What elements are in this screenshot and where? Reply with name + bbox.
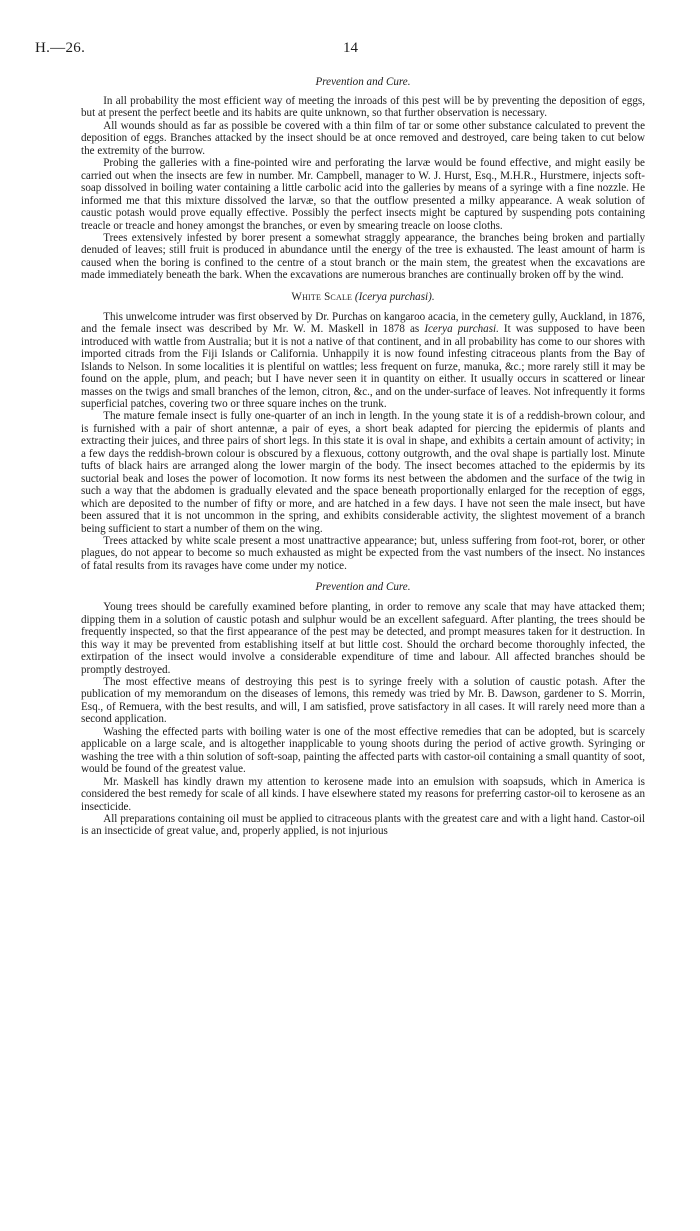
text-run: It was supposed to have been introduced with wattle from Australia; but it is not a native of that continent, and in all probability has come to our shores with imported citrads from the Fiji Islands or California. Unhappily it is now found infesting citraceous plants from the Bay of Islands to Nelson. In some localities it is plentiful on wattles; less frequent on furze, manuka, &c.; more rarely still it may be found on the apple, plum, and peach; but I have never seen it in quantity on either. It usually occurs in scattered or linear masses on the twigs and small branches of the lemon, citron, &c., and on the under-surface of leaves. Not infrequently it forms superficial patches, covering two or three square inches on the trunk. — [81, 323, 645, 410]
section-heading-prevention-and-cure: Prevention and Cure. — [315, 581, 411, 594]
paragraph — [81, 311, 645, 411]
paragraph: All wounds should as far as possible be covered with a thin film of tar or some other substance calculated to prevent the deposition of eggs. Branches attacked by the insect should be at once removed and destroyed, care being taken to cut below the extremity of the burrow. — [81, 119, 645, 157]
heading-common-name: White Scale — [291, 290, 353, 303]
scientific-name: Icerya purchasi. — [424, 323, 499, 336]
paragraph: Trees extensively infested by borer present a somewhat straggly appearance, the branches being broken and partially denuded of leaves; still fruit is produced in abundance until the energy of the tree is exhausted. The least amount of harm is caused when the boring is confined to the centre of a stout branch or the main stem, the greatest when the excavations are made immediately beneath the bark. When the excavations are numerous branches are continually broken off by the wind. — [81, 231, 645, 282]
body-text — [81, 75, 645, 838]
paragraph: All preparations containing oil must be applied to citraceous plants with the greatest care and with a light hand. Castor-oil is an insecticide of great value, and, properly applied, is not injurious — [81, 813, 645, 838]
section-heading-prevention-and-cure: Prevention and Cure. — [315, 76, 411, 88]
document-reference: H.—26. — [35, 40, 86, 56]
heading-scientific-name: (Icerya purchasi). — [354, 290, 435, 303]
paragraph: Washing the effected parts with boiling water is one of the most effective remedies that can be adopted, but is scarcely applicable on a large scale, and is altogether inapplicable to young shoots during the period of active growth. Syringing or washing the tree with a thin solution of soft-soap, painting the affected parts with castor-oil containing a small quantity of soot, would be found of the greatest value. — [81, 725, 645, 776]
paragraph: In all probability the most efficient way of meeting the inroads of this pest will be by preventing the deposition of eggs, but at present the perfect beetle and its habits are quite unknown, so that further observation is necessary. — [81, 95, 645, 120]
section-heading-white-scale — [81, 290, 645, 304]
text-run: This unwelcome intruder was first observed by Dr. Purchas on kangaroo acacia, in the cemetery gully, Auckland, in 1876, and the female insect was described by Mr. W. M. Maskell in 1878 as — [81, 310, 645, 336]
paragraph: Probing the galleries with a fine-pointed wire and perforating the larvæ would be found effective, and might easily be carried out when the insects are few in number. Mr. Campbell, manager to W. J. Hurst, Esq., M.H.R., Hurstmere, injects soft-soap dissolved in boiling water containing a little carbolic acid into the galleries by means of a syringe with a fine nozzle. He informed me that this mixture dissolved the larvæ, so that the outflow presented a milky appearance. A weak solution of caustic potash would prove equally effective. Possibly the perfect insects might be captured by suspending pots containing treacle or treacle and honey amongst the branches, or even by smearing treacle on loose cloths. — [81, 157, 645, 232]
paragraph: The most effective means of destroying this pest is to syringe freely with a solution of caustic potash. After the publication of my memorandum on the diseases of lemons, this remedy was tried by Mr. B. Dawson, gardener to S. Morrin, Esq., of Remuera, with the best results, and will, I am satisfied, prove satisfactory in all cases. It will rarely need more than a second application. — [81, 676, 645, 726]
paragraph: Young trees should be carefully examined before planting, in order to remove any scale that may have attacked them; dipping them in a solution of caustic potash and sulphur would be an excellent safeguard. After planting, the trees should be frequently inspected, so that the first appearance of the pest may be detected, and prompt measures taken for it destruction. In this way it may be prevented from establishing itself at but little cost. Should the orchard become thoroughly infected, the extirpation of the insect would involve a considerable expenditure of time and labour. All affected branches should be promptly destroyed. — [81, 601, 645, 676]
paragraph: Mr. Maskell has kindly drawn my attention to kerosene made into an emulsion with soapsuds, which in America is considered the best remedy for scale of all kinds. I have elsewhere stated my reasons for preferring castor-oil to kerosene as an insecticide. — [81, 775, 645, 813]
paragraph: Trees attacked by white scale present a most unattractive appearance; but, unless suffering from foot-rot, borer, or other plagues, do not appear to become so much exhausted as might be expected from the vast numbers of the insect. No instances of fatal results from its ravages have come under my notice. — [81, 534, 645, 572]
paragraph: The mature female insect is fully one-quarter of an inch in length. In the young state it is of a reddish-brown colour, and is furnished with a pair of short antennæ, a pair of eyes, a short beak adapted for piercing the epidermis of plants and extracting their juices, and three pairs of short legs. In this state it is oval in shape, and exhibits a certain amount of activity; in a few days the reddish-brown colour is obscured by a flexuous, cottony outgrowth, and the oval shape is partially lost. Minute tufts of black hairs are arranged along the lower margin of the body. The insect becomes attached to the epidermis by its suctorial beak and loses the power of locomotion. It now forms its nest between the abdomen and the surface of the twig in such a way that the abdomen is gradually elevated and the space beneath proportionally enlarged for the reception of eggs, which are deposited to the number of fifty or more, and are hatched in a few days. I have not seen the male insect, but have been assured that it is not uncommon in the spring, and exhibits considerable activity, the slightest movement of a branch being sufficient to start a number of them on the wing. — [81, 410, 645, 535]
page-header — [0, 40, 700, 60]
page-number: 14 — [343, 40, 358, 56]
